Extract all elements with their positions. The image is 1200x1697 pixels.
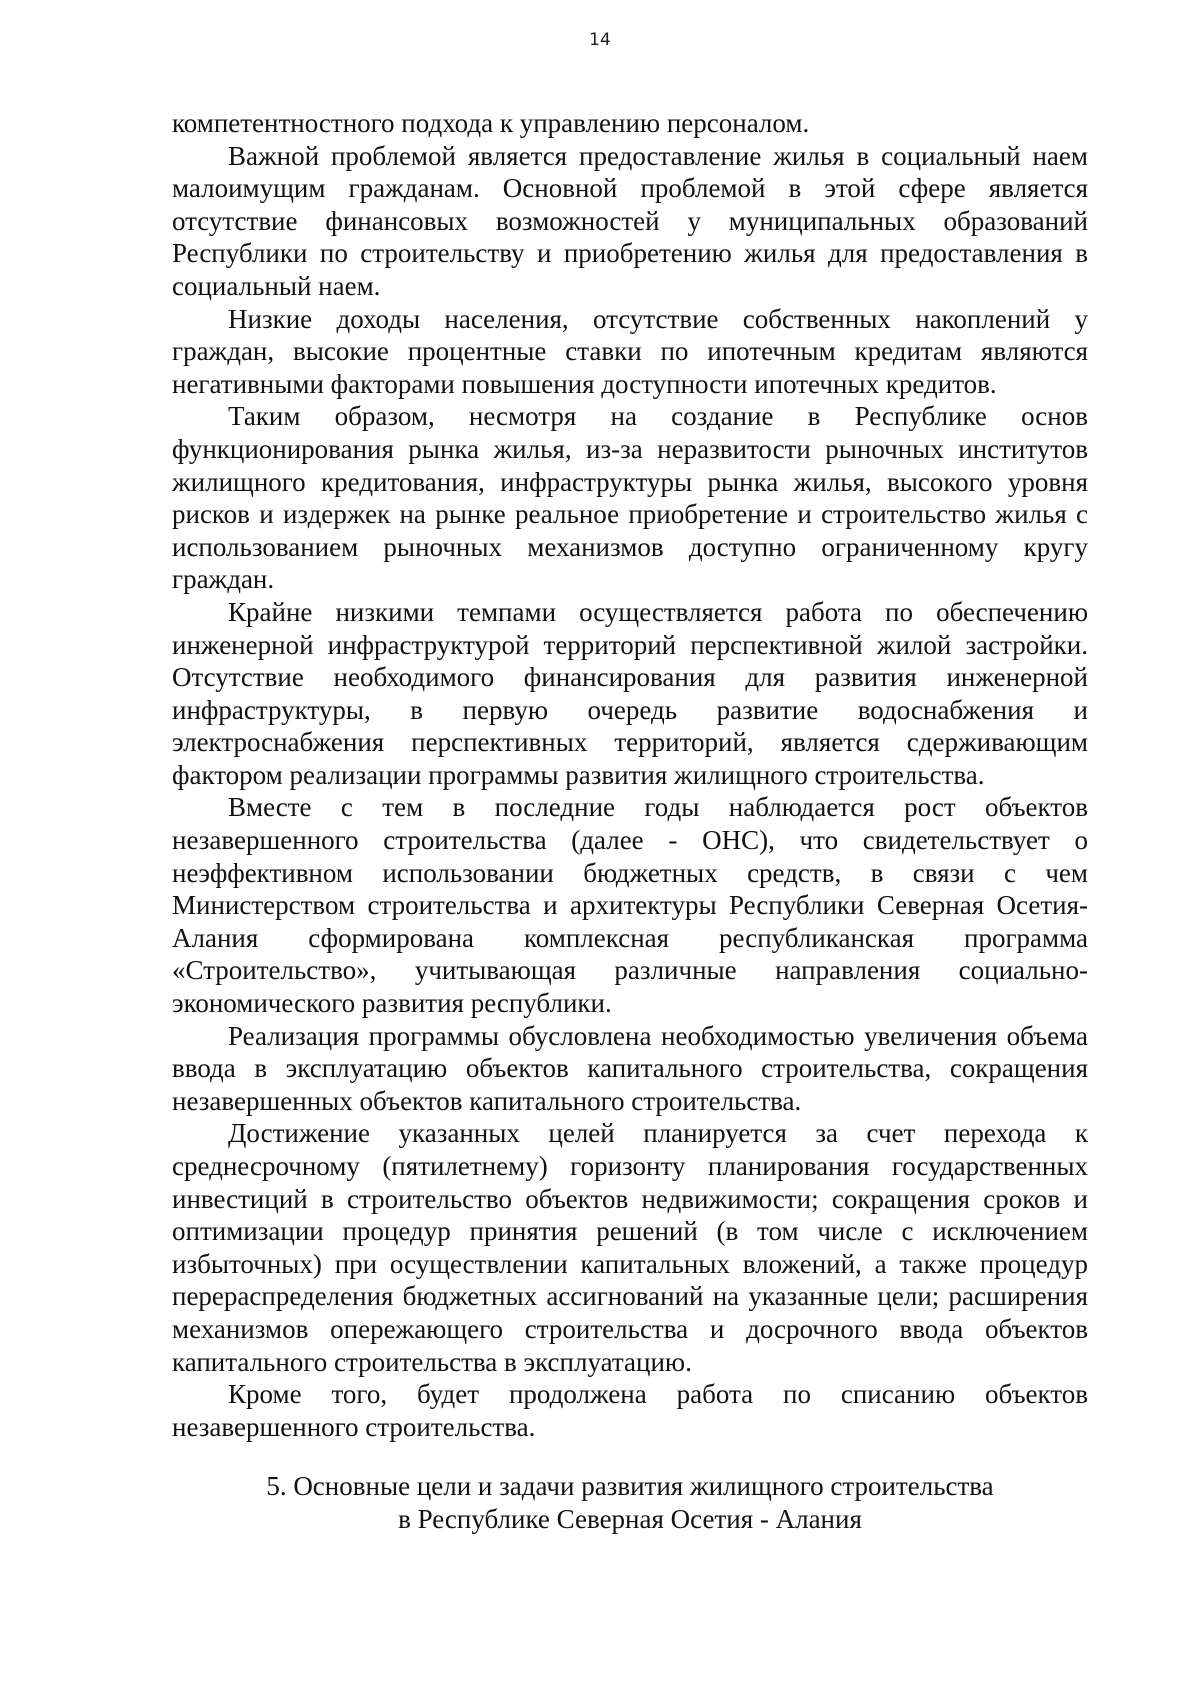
paragraph-write-off: Кроме того, будет продолжена работа по списанию объектов незавершенного строительства. (172, 1379, 1088, 1442)
section-heading-line-2: в Республике Северная Осетия - Алания (398, 1503, 862, 1534)
paragraph-continuation: компетентностного подхода к управлению персоналом. (172, 108, 810, 138)
paragraph-housing-market: Таким образом, несмотря на создание в Республике основ функционирования рынка жилья, из-за неразвитости рыночных институтов жилищного кредитования, инфраструктуры рынка жилья, высокого уровня рисков и издержек на рынке реальное приобретение и строительство жилья с использованием рыночных механизмов доступно ограниченному кругу граждан. (172, 401, 1088, 595)
paragraph-infrastructure: Крайне низкими темпами осуществляется работа по обеспечению инженерной инфраструктурой территорий перспективной жилой застройки. Отсутствие необходимого финансирования для развития инженерной инфраструктуры, в первую очередь развитие водоснабжения и электроснабжения перспективных территорий, является сдерживающим фактором реализации программы развития жилищного строительства. (172, 596, 1088, 790)
paragraph-social-housing: Важной проблемой является предоставление жилья в социальный наем малоимущим гражданам. Основной проблемой в этой сфере является отсутствие финансовых возможностей у муниципальных образований Республики по строительству и приобретению жилья для предоставления в социальный наем. (172, 140, 1088, 301)
section-heading-line-1: 5. Основные цели и задачи развития жилищного строительства (266, 1471, 994, 1501)
paragraph-program-implementation: Реализация программы обусловлена необходимостью увеличения объема ввода в эксплуатацию объектов капитального строительства, сокращения незавершенных объектов капитального строительства. (172, 1020, 1088, 1116)
section-heading (172, 1470, 1088, 1535)
paragraph-goals-achievement: Достижение указанных целей планируется за счет перехода к среднесрочному (пятилетнему) горизонту планирования государственных инвестиций в строительство объектов недвижимости; сокращения сроков и оптимизации процедур принятия решений (в том числе с исключением избыточных) при осуществлении капитальных вложений, а также процедур перераспределения бюджетных ассигнований на указанные цели; расширения механизмов опережающего строительства и досрочного ввода объектов капитального строительства в эксплуатацию. (172, 1118, 1088, 1377)
paragraph-unfinished-construction: Вместе с тем в последние годы наблюдается рост объектов незавершенного строительства (далее - ОНС), что свидетельствует о неэффективном использовании бюджетных средств, в связи с чем Министерством строительства и архитектуры Республики Северная Осетия-Алания сформирована комплексная республиканская программа «Строительство», учитывающая различные направления социально-экономического развития республики. (172, 792, 1088, 1019)
page-number: 14 (589, 30, 611, 50)
paragraph-low-income: Низкие доходы населения, отсутствие собственных накоплений у граждан, высокие процентные ставки по ипотечным кредитам являются негативными факторами повышения доступности ипотечных кредитов. (172, 303, 1088, 399)
document-body (172, 107, 1088, 1443)
